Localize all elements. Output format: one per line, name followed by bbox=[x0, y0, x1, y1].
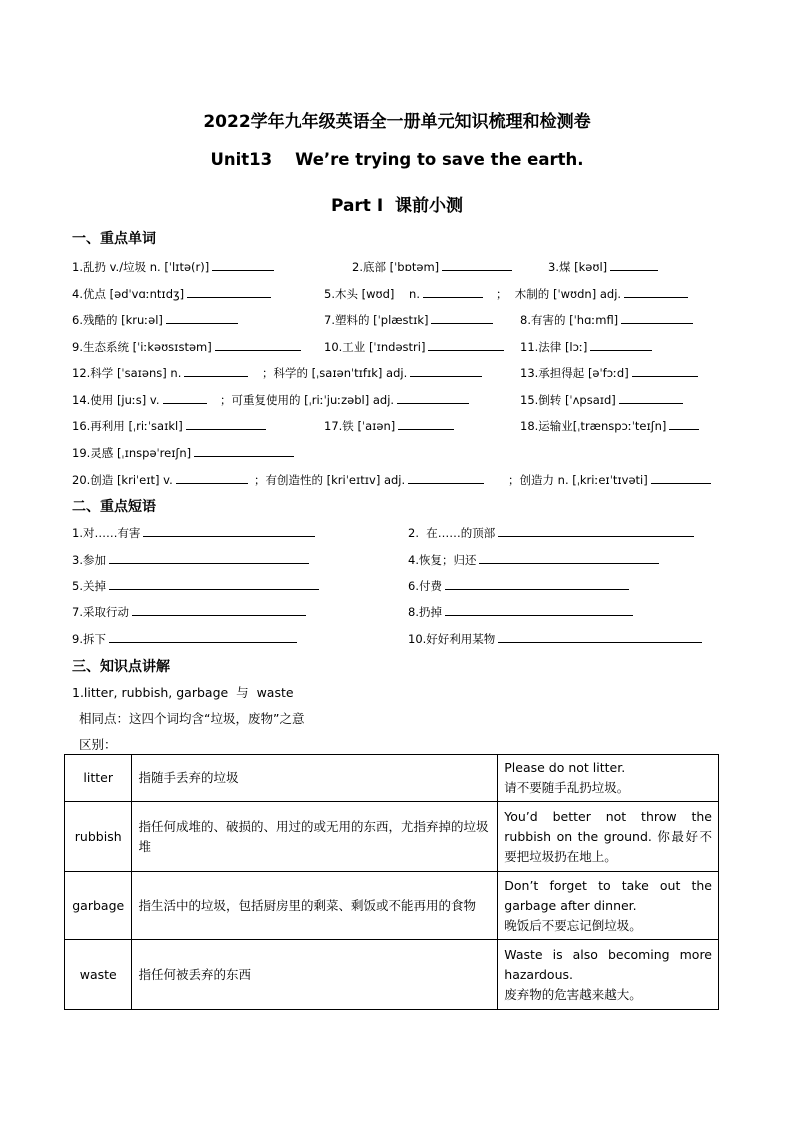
example-cell: You’d better not throw the rubbish on the ground. 你最好不要把垃圾扔在地上。 bbox=[498, 802, 719, 872]
example-cell: Don’t forget to take out the garbage after dinner. 晚饭后不要忘记倒垃圾。 bbox=[498, 872, 719, 940]
description-cell: 指生活中的垃圾，包括厨房里的剩菜、剩饭或不能再用的食物 bbox=[132, 872, 498, 940]
section-heading-words: 一、重点单词 bbox=[72, 231, 156, 247]
part-title: Part I 课前小测 bbox=[330, 196, 464, 216]
word-item: 20.创造 [kriˈeɪt] v. bbox=[72, 471, 248, 487]
difference-label: 区别： bbox=[79, 737, 117, 752]
phrase-item: 8.扔掉 bbox=[408, 603, 633, 619]
description-cell: 指任何成堆的、破损的、用过的或无用的东西，尤指弃掉的垃圾堆 bbox=[132, 802, 498, 872]
phrase-item: 4.恢复；归还 bbox=[408, 551, 659, 567]
phrase-item: 7.采取行动 bbox=[72, 603, 306, 619]
word-cell: litter bbox=[65, 755, 132, 802]
phrase-item: 1.对……有害 bbox=[72, 524, 315, 540]
phrase-item: 3.参加 bbox=[72, 551, 309, 567]
word-item: ； 木制的 [ˈwʊdn] adj. bbox=[496, 285, 688, 301]
page-title: 2022学年九年级英语全一册单元知识梳理和检测卷 bbox=[203, 112, 591, 132]
comparison-table bbox=[64, 754, 719, 1010]
section-heading-phrases: 二、重点短语 bbox=[72, 499, 156, 515]
word-item: 15.倒转 [ˈʌpsaɪd] bbox=[520, 391, 683, 407]
unit-title: Unit13 We’re trying to save the earth. bbox=[210, 150, 584, 169]
phrase-item: 2. 在……的顶部 bbox=[408, 524, 694, 540]
phrase-item: 9.拆下 bbox=[72, 630, 297, 646]
word-item: 9.生态系统 [ˈiːkəʊsɪstəm] bbox=[72, 338, 301, 354]
word-item: 14.使用 [juːs] v. bbox=[72, 391, 207, 407]
word-item: ；创造力 n. [ˌkriːeɪˈtɪvəti] bbox=[508, 471, 711, 487]
description-cell: 指任何被丢弃的东西 bbox=[132, 940, 498, 1010]
word-item: 19.灵感 [ˌɪnspəˈreɪʃn] bbox=[72, 444, 294, 460]
knowledge-item: 1.litter, rubbish, garbage 与 waste bbox=[72, 685, 294, 700]
word-item: 18.运输业[ˌtrænspɔːˈteɪʃn] bbox=[520, 417, 699, 433]
word-item: ；有创造性的 [kriˈeɪtɪv] adj. bbox=[254, 471, 484, 487]
table-row bbox=[65, 802, 719, 872]
word-item: 8.有害的 [ˈhɑːmfl] bbox=[520, 311, 693, 327]
word-item: ；可重复使用的 [ˌriːˈjuːzəbl] adj. bbox=[220, 391, 469, 407]
word-item: 1.乱扔 v./垃圾 n. [ˈlɪtə(r)] bbox=[72, 258, 274, 274]
word-cell: waste bbox=[65, 940, 132, 1010]
word-cell: rubbish bbox=[65, 802, 132, 872]
word-item: ；科学的 [ˌsaɪənˈtɪfɪk] adj. bbox=[262, 364, 482, 380]
similarity-note: 相同点：这四个词均含“垃圾，废物”之意 bbox=[79, 711, 305, 726]
word-item: 2.底部 [ˈbɒtəm] bbox=[352, 258, 512, 274]
table-row bbox=[65, 940, 719, 1010]
phrase-item: 10.好好利用某物 bbox=[408, 630, 702, 646]
description-cell: 指随手丢弃的垃圾 bbox=[132, 755, 498, 802]
word-item: 6.残酷的 [kruːəl] bbox=[72, 311, 238, 327]
word-item: 12.科学 [ˈsaɪəns] n. bbox=[72, 364, 248, 380]
example-cell: Waste is also becoming more hazardous. 废弃物的危害越来越大。 bbox=[498, 940, 719, 1010]
word-item: 3.煤 [kəʊl] bbox=[548, 258, 658, 274]
word-item: 5.木头 [wʊd] n. bbox=[324, 285, 483, 301]
word-item: 4.优点 [ədˈvɑːntɪdʒ] bbox=[72, 285, 271, 301]
section-heading-knowledge: 三、知识点讲解 bbox=[72, 659, 170, 675]
word-item: 7.塑料的 [ˈplæstɪk] bbox=[324, 311, 493, 327]
word-item: 13.承担得起 [əˈfɔːd] bbox=[520, 364, 698, 380]
word-cell: garbage bbox=[65, 872, 132, 940]
word-item: 16.再利用 [ˌriːˈsaɪkl] bbox=[72, 417, 266, 433]
word-item: 17.铁 [ˈaɪən] bbox=[324, 417, 454, 433]
word-item: 10.工业 [ˈɪndəstri] bbox=[324, 338, 504, 354]
table-row bbox=[65, 872, 719, 940]
example-cell: Please do not litter. 请不要随手乱扔垃圾。 bbox=[498, 755, 719, 802]
word-item: 11.法律 [lɔː] bbox=[520, 338, 652, 354]
phrase-item: 5.关掉 bbox=[72, 577, 319, 593]
table-row bbox=[65, 755, 719, 802]
phrase-item: 6.付费 bbox=[408, 577, 629, 593]
